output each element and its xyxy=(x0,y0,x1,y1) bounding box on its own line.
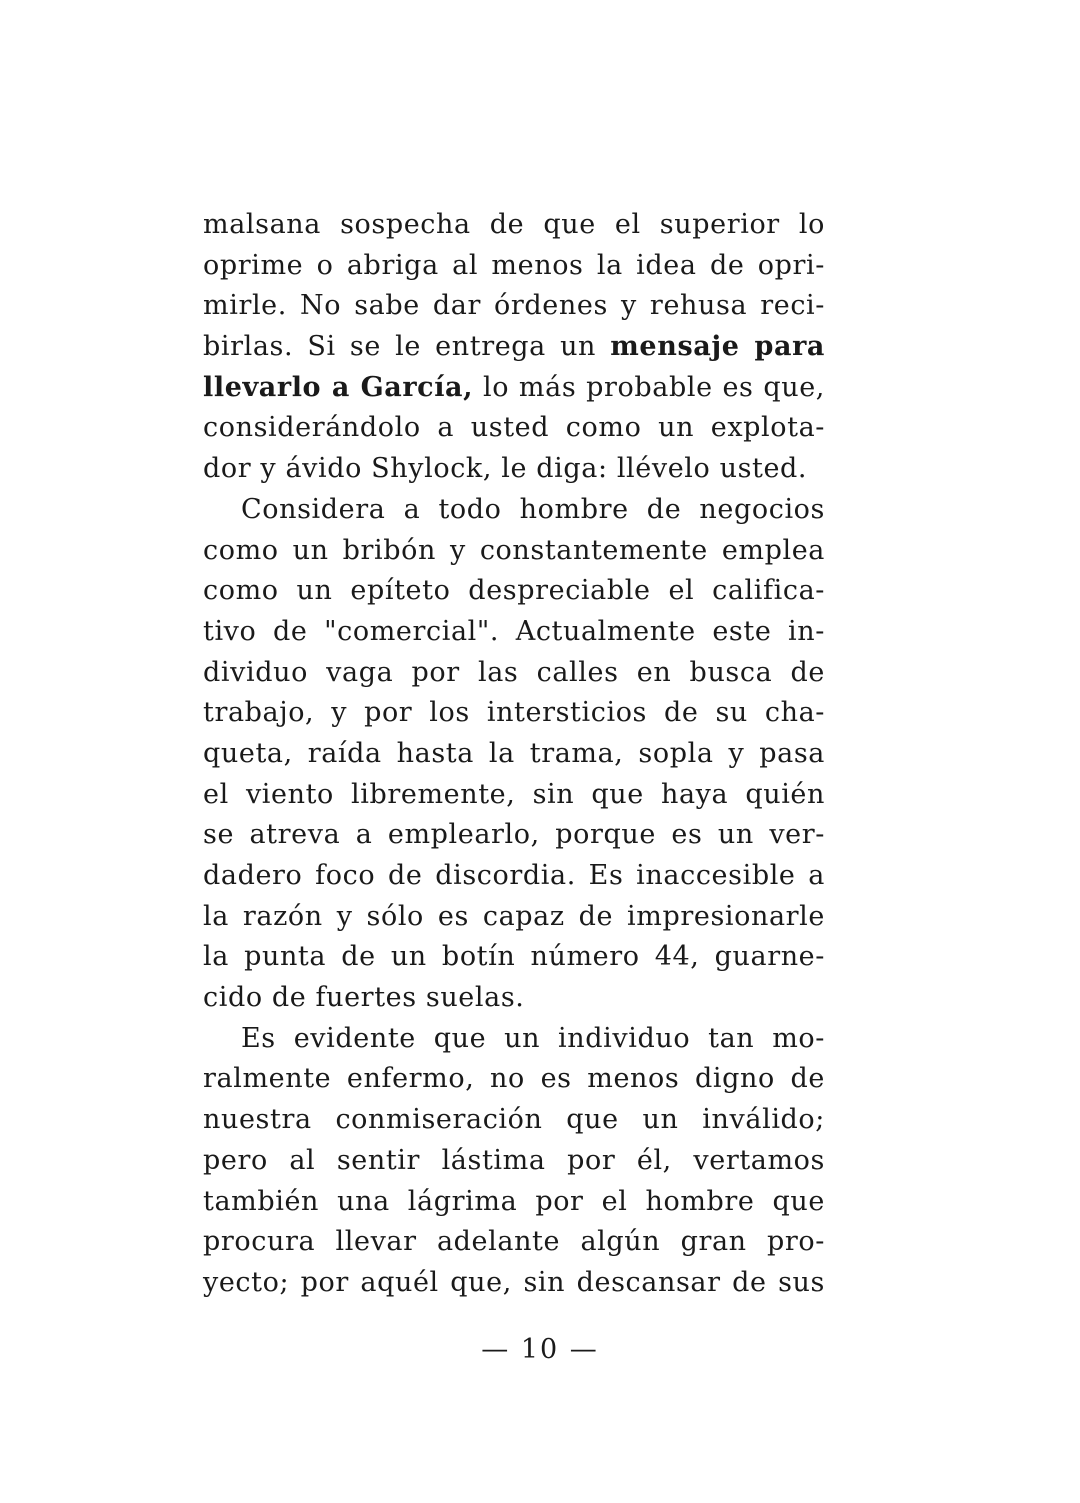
text-line: malsana sospecha de que el superior lo xyxy=(203,209,825,240)
text-line: yecto; por aquél que, sin descansar de sus xyxy=(203,1266,825,1298)
bold-phrase: llevarlo a García, xyxy=(203,371,474,403)
text-line: pero al sentir lástima por él, vertamos xyxy=(203,1144,825,1176)
text-line: Considera a todo hombre de negocios xyxy=(241,493,825,525)
paragraph xyxy=(203,490,825,1019)
text-line: llevarlo a García, lo más probable es que, xyxy=(203,371,825,403)
text-line: queta, raída hasta la trama, sopla y pasa xyxy=(203,737,825,769)
text-line: birlas. Si se le entrega un mensaje para xyxy=(203,331,825,363)
text-line: nuestra conmiseración que un inválido; xyxy=(203,1104,825,1136)
paragraph xyxy=(203,1019,825,1304)
text-line: dadero foco de discordia. Es inaccesible a xyxy=(203,860,825,891)
text-line: considerándolo a usted como un explota- xyxy=(203,412,825,444)
text-line: el viento libremente, sin que haya quién xyxy=(203,778,825,810)
text-line: dividuo vaga por las calles en busca de xyxy=(203,656,825,688)
text-line: como un epíteto despreciable el califica- xyxy=(203,575,825,607)
text-line: se atreva a emplearlo, porque es un ver- xyxy=(203,819,825,851)
text-line: procura llevar adelante algún gran pro- xyxy=(203,1226,825,1258)
text-line: la punta de un botín número 44, guarne- xyxy=(203,941,825,973)
text-line: como un bribón y constantemente emplea xyxy=(203,534,825,566)
text-line: la razón y sólo es capaz de impresionarle xyxy=(203,900,825,932)
body-text xyxy=(203,205,825,1304)
text-line: cido de fuertes suelas. xyxy=(203,982,525,1014)
text-line: trabajo, y por los intersticios de su cha- xyxy=(203,697,825,729)
text-line: mirle. No sabe dar órdenes y rehusa reci- xyxy=(203,290,825,322)
bold-phrase: mensaje para xyxy=(610,331,825,363)
paragraph xyxy=(203,205,825,490)
text-line: ralmente enfermo, no es menos digno de xyxy=(203,1063,825,1095)
text-line: también una lágrima por el hombre que xyxy=(203,1185,825,1217)
text-line: dor y ávido Shylock, le diga: llévelo usted. xyxy=(203,453,808,485)
text-line: oprime o abriga al menos la idea de opri- xyxy=(203,249,825,281)
text-line: tivo de "comercial". Actualmente este in- xyxy=(203,615,825,647)
page-number: — 10 — xyxy=(481,1334,599,1365)
text-line: Es evidente que un individuo tan mo- xyxy=(241,1022,825,1054)
